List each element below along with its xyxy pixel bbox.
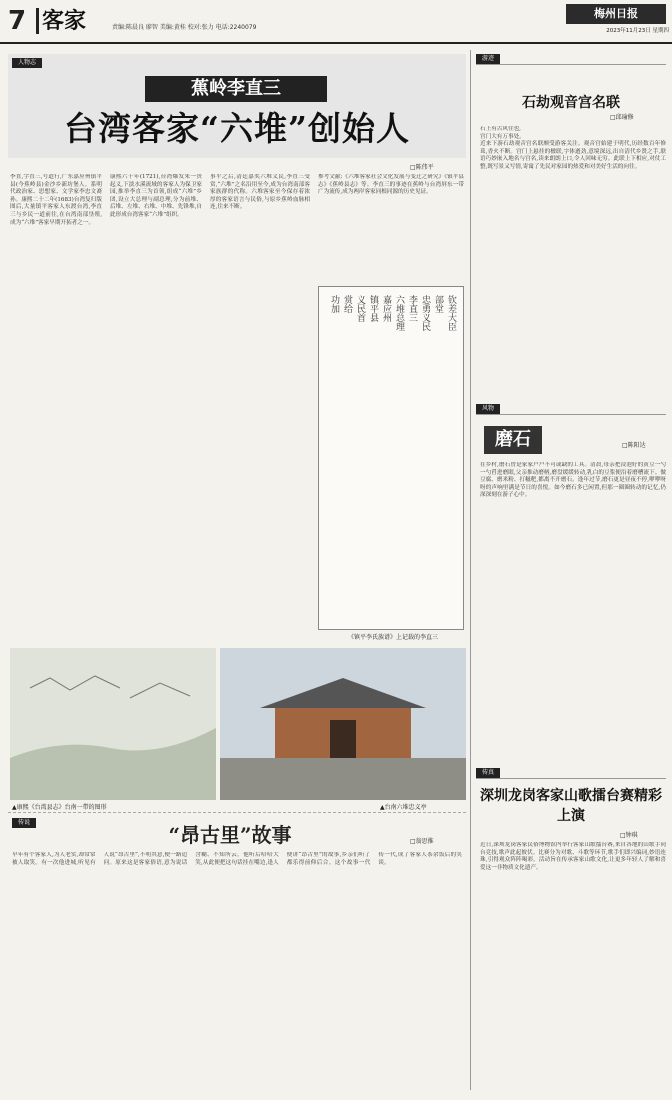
article-author: □陈阳达 xyxy=(622,442,646,449)
section-rule xyxy=(476,414,666,415)
pavilion-illustration xyxy=(220,648,466,800)
lead-body-col4: 参考文献:《六堆客家社会文化发展与变迁之研究》《镇平县志》《蕉岭县志》等。李直三的事迹在蕉岭与台湾屏东一带广为流传,成为两岸客家同根同源的历史见证。 xyxy=(318,174,464,196)
genealogy-manuscript-image xyxy=(318,286,464,630)
pavilion-photo xyxy=(220,648,466,800)
section-rule xyxy=(476,64,666,65)
manuscript-line: 部堂 xyxy=(433,295,443,313)
editor-credits: 责编:陈晨良 廖智 美编:黄桂 校对:张力 电话:2240079 xyxy=(112,24,257,31)
column-divider xyxy=(470,50,471,1090)
article-author: □邱瑜修 xyxy=(610,114,634,121)
article-body xyxy=(480,126,666,388)
page-number: 7 xyxy=(8,6,27,36)
lead-body-col1: 李直,字直三,号道行,广东嘉应州镇平县(今蕉岭县)金沙乡新坊堡人。系明代政治家、思想家、文学家李忠文裔孙。康熙二十二年(1683)台湾复归版图后,大量镇平客家人东渡台湾,李直三与乡民一道前往,在台湾南部垦殖,成为“六堆”客家早期开拓者之一。 xyxy=(10,174,102,226)
manuscript-line: 镇平县 xyxy=(368,295,378,322)
lead-title: 台湾客家“六堆”创始人 xyxy=(64,109,410,148)
lead-author: □陈伟平 xyxy=(410,164,434,171)
map-caption: ▲康熙《台湾县志》台南一带的图形 xyxy=(12,804,107,811)
article-title: 磨石 xyxy=(484,426,542,454)
section-rule xyxy=(476,778,666,779)
manuscript-line: 嘉应州 xyxy=(381,295,391,322)
manuscript-line: 功加 xyxy=(329,295,339,313)
article-author: □翁思推 xyxy=(410,838,434,845)
column-tag: 人物志 xyxy=(12,58,42,68)
article-title: “昂古里”故事 xyxy=(168,823,292,847)
manuscript-line: 钦差大臣 xyxy=(446,295,456,331)
section-rule xyxy=(8,812,466,813)
issue-date: 2023年11月23日 星期四 xyxy=(606,28,669,34)
map-illustration xyxy=(10,648,216,800)
lead-body-col2: 康熙六十年(1721),台湾爆发朱一贵起义,下淡水溪流域的客家人为保卫家园,推举李直三为首领,组成“六堆”乡团,设立大总理与副总理,分为前堆、后堆、左堆、右堆、中堆、先锋堆,自此形成台湾客家“六堆”组织。 xyxy=(110,174,202,218)
header-divider xyxy=(36,8,39,34)
manuscript-line: 六堆总理 xyxy=(394,295,404,331)
article-body: 早年有个客家人,为人老实,却常常被人取笑。有一次他进城,听见有人说“昂古里”,不明其意,便一路追问。原来这是客家俗语,意为说话含糊、不知所云。他听后哈哈大笑,从此便把这句话挂在嘴边,逢人便讲“昂古里”的故事,乡亲们听了都乐得前仰后合。这个故事一代传一代,成了客家人茶余饭后的笑谈。 xyxy=(12,852,462,866)
article-poem: 石上有古风往也, 宫门大有万事处。 xyxy=(480,126,525,140)
article-title: 石劫观音宫名联 xyxy=(522,95,620,111)
section-tag: 传真 xyxy=(476,768,500,778)
manuscript-line: 忠勇义民 xyxy=(420,295,430,331)
article-author: □钟琪 xyxy=(620,832,638,839)
pavilion-caption: ▲台南六堆忠义亭 xyxy=(380,804,427,811)
article-text: 近来下游石劫观音宫名联颇受游客关注。观音宫始建于明代,历经数百年修葺,香火不断。宫门上悬挂的楹联,字体遒劲,意境深远,出自清代乡贤之手,联语巧妙嵌入地名与宫名,读来朗朗上口,令人回味无穷。此联上下相应,对仗工整,既写景又写情,寄寓了先民对家园的热爱和对美好生活的向往。 xyxy=(480,141,666,170)
manuscript-caption: 《镇平李氏族谱》上记载的李直三 xyxy=(347,634,438,641)
article-body: 近日,深圳龙岗客家民俗博物馆内举行客家山歌擂台赛,来自各地的山歌手同台竞技,歌声此起彼伏。比赛分为对歌、斗歌等环节,歌手们即兴编词,妙语连珠,引得观众阵阵喝彩。活动旨在传承客家山歌文化,让更多年轻人了解和喜爱这一非物质文化遗产。 xyxy=(480,842,666,871)
article-title: 深圳龙岗客家山歌擂台赛精彩上演 xyxy=(480,788,662,824)
manuscript-line: 李直三 xyxy=(407,295,417,322)
section-name: 客家 xyxy=(42,9,87,34)
section-tag: 游迹 xyxy=(476,54,500,64)
lead-body-col3: 事平之后,清廷嘉奖六堆义民,李直三受赏,“六堆”之名沿用至今,成为台湾南部客家族群的代称。六堆客家至今保存着浓厚的客家语言与民俗,与原乡蕉岭血脉相连,往来不断。 xyxy=(210,174,310,211)
section-tag: 传说 xyxy=(12,818,36,828)
lead-subtitle: 蕉岭李直三 xyxy=(191,78,281,99)
manuscript-line: 义民首 xyxy=(355,295,365,322)
map-image xyxy=(10,648,216,800)
manuscript-line: 赏给 xyxy=(342,295,352,313)
newspaper-logo: 梅州日报 xyxy=(566,4,666,24)
article-body: 在乡村,磨石曾是家家户户不可或缺的工具。清晨,母亲把浸泡好的黄豆一勺一勺舀进磨眼,父亲推动磨柄,磨盘缓缓转动,乳白的豆浆便沿着磨槽流下。做豆腐、磨米粉、打糍粑,都离不开磨石。逢年过节,磨石更是昼夜不停,咿咿呀呀的声响里满是节日的喜悦。如今磨石多已闲置,但那一圈圈转动的记忆,仍深深刻在游子心中。 xyxy=(480,462,666,499)
section-tag: 风物 xyxy=(476,404,500,414)
